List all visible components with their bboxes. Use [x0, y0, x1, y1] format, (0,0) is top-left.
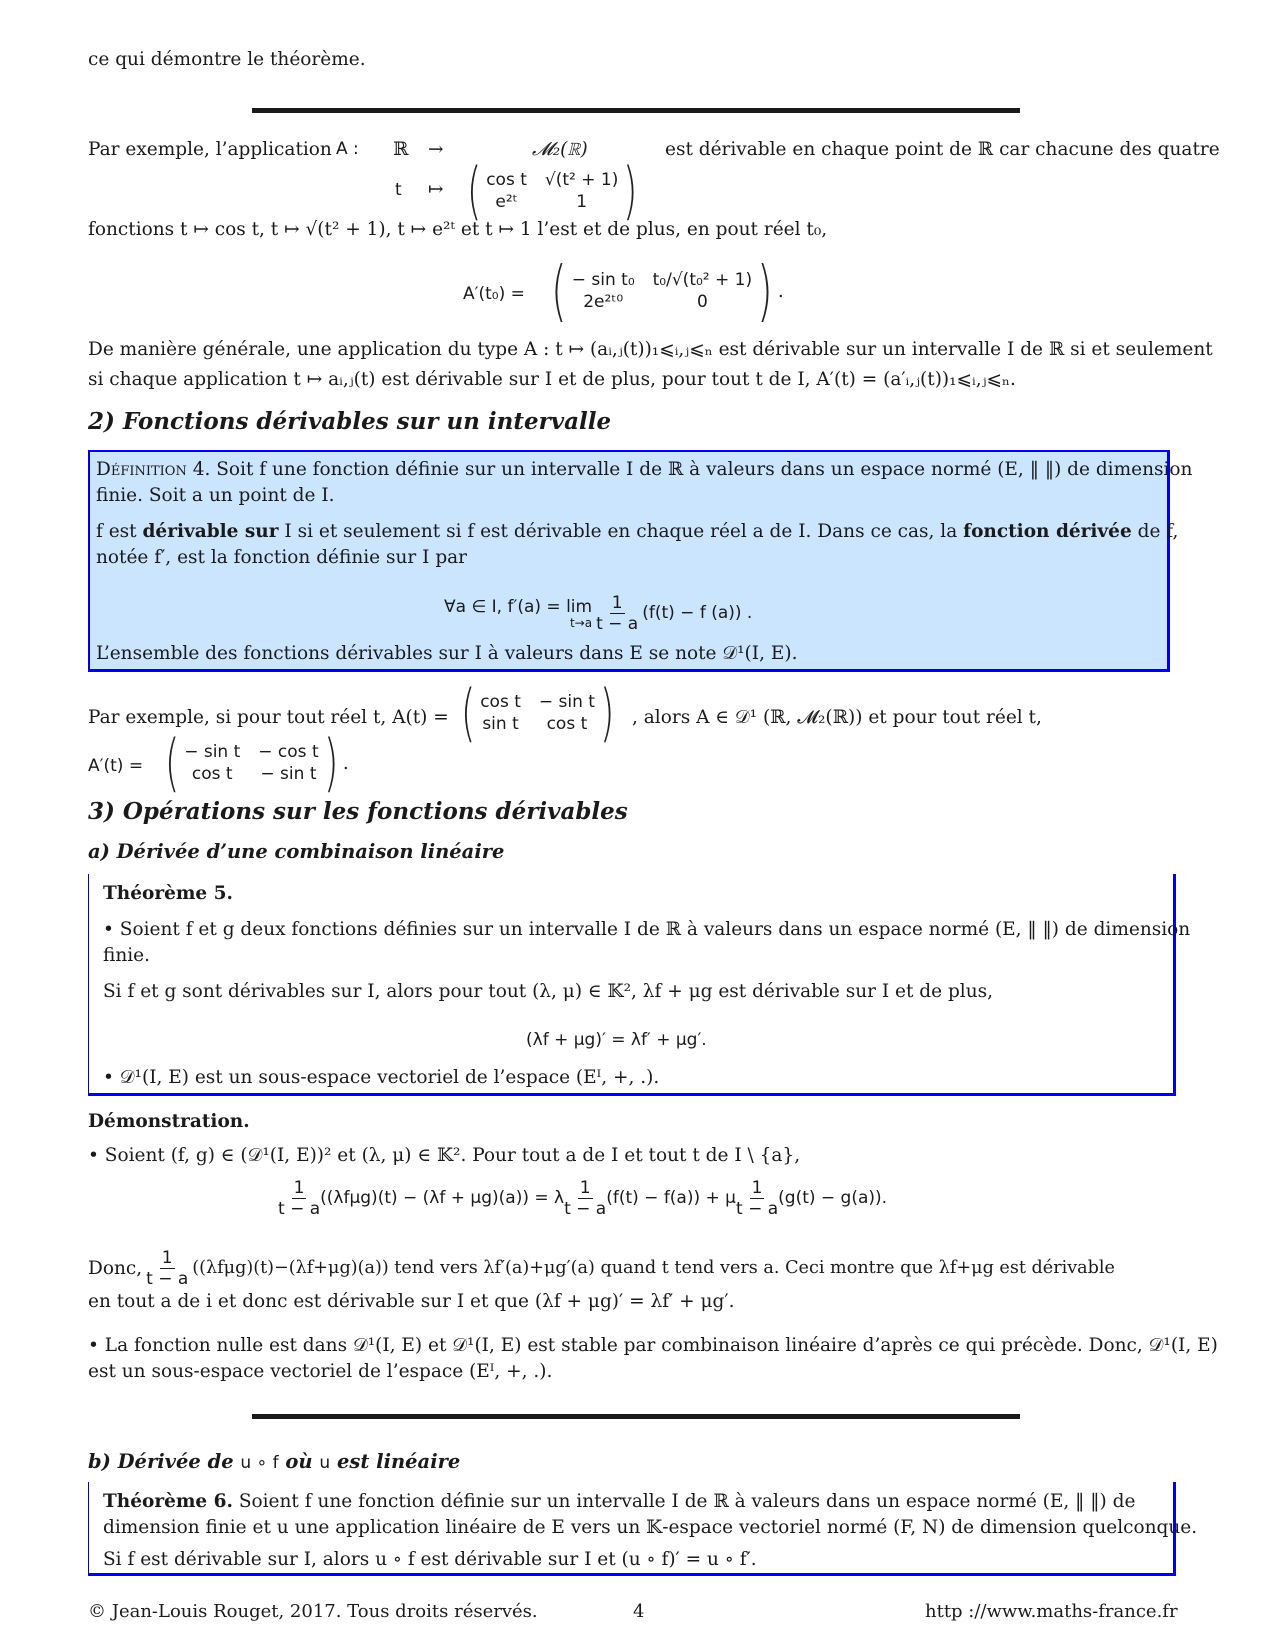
matrix-cell: cos t	[546, 714, 588, 734]
matrix-cell: √(t² + 1)	[544, 170, 619, 190]
formula-left: ∀a ∈ I, f′(a) = lim	[444, 596, 593, 617]
matrix-cell: − sin t	[538, 692, 595, 712]
text: Soient f une fonction définie sur un intervalle I de ℝ à valeurs dans un espace normé (E, ‖ ‖) de	[232, 1491, 1136, 1512]
text: I si et seulement si f est dérivable en chaque réel a de I. Dans ce cas, la	[278, 521, 964, 542]
denominator: t − a	[564, 1199, 607, 1220]
denominator: t − a	[596, 614, 639, 635]
text: est linéaire	[330, 1450, 461, 1473]
example1-var: t	[395, 180, 402, 200]
general-line1: De manière générale, une application du type A : t ↦ (aᵢ,ⱼ(t))₁⩽ᵢ,ⱼ⩽ₙ est dérivable sur un intervalle I de ℝ si et seulement	[88, 339, 1213, 360]
definition-label: Définition 4.	[96, 459, 211, 480]
example1-after: est dérivable en chaque point de ℝ car chacune des quatre	[665, 139, 1220, 160]
theorem-6-line3: Si f est dérivable sur I, alors u ∘ f est dérivable sur I et (u ∘ f)′ = u ∘ f′.	[103, 1549, 757, 1570]
example1-matrix	[462, 154, 643, 227]
example1-domain: ℝ	[393, 139, 409, 160]
numerator: 1	[611, 593, 623, 613]
matrix-cell: t₀/√(t₀² + 1)	[652, 270, 753, 290]
demonstration-donc-line1	[88, 1248, 1115, 1290]
example2-matrix-A	[456, 676, 619, 749]
definition-text: Soit f une fonction définie sur un intervalle I de ℝ à valeurs dans un espace normé (E, ‖ ‖) de dimension	[216, 459, 1193, 480]
fraction	[146, 1248, 188, 1290]
text: f est	[96, 521, 143, 542]
general-line2: si chaque application t ↦ aᵢ,ⱼ(t) est dérivable sur I et de plus, pour tout t de I, A′(t) = (a′ᵢ,ⱼ(t))₁⩽ᵢ,ⱼ⩽ₙ.	[88, 369, 1016, 390]
example1-line2: fonctions t ↦ cos t, t ↦ √(t² + 1), t ↦ e²ᵗ et t ↦ 1 l’est et de plus, en pout réel t₀,	[88, 219, 828, 240]
fraction	[278, 1178, 320, 1220]
numerator: 1	[579, 1178, 591, 1198]
demonstration-formula	[278, 1178, 887, 1220]
numerator: 1	[751, 1178, 763, 1198]
right-paren: )	[623, 154, 638, 227]
limit-subscript: t→a	[569, 616, 593, 631]
text: de f,	[1131, 521, 1179, 542]
numerator: 1	[161, 1248, 173, 1268]
text: Donc,	[88, 1258, 143, 1280]
definition-4-line1	[96, 458, 1192, 481]
definition-4-line2: finie. Soit a un point de I.	[96, 485, 335, 506]
formula-text: (g(t) − g(a)).	[778, 1188, 888, 1209]
section-3-heading: 3) Opérations sur les fonctions dérivables	[88, 798, 628, 825]
example2-line1-end: , alors A ∈ 𝒟¹ (ℝ, 𝓜₂(ℝ)) et pour tout réel t,	[632, 707, 1042, 728]
matrix-cell: − sin t₀	[571, 270, 635, 290]
theorem-5-formula: (λf + μg)′ = λf′ + μg′.	[526, 1030, 707, 1050]
theorem-5-label: Théorème 5.	[103, 883, 233, 904]
theorem-6-line2: dimension finie et u une application linéaire de E vers un 𝕂-espace vectoriel normé (F, N) de dimension quelconque.	[103, 1517, 1198, 1538]
example2-matrix-A-prime	[160, 726, 349, 799]
term-derivable-sur: dérivable sur	[142, 521, 279, 542]
right-paren: )	[757, 252, 773, 329]
definition-4-paragraph2	[96, 520, 1178, 543]
footer-url[interactable]: http ://www.maths-france.fr	[925, 1601, 1178, 1622]
theorem-5-paragraph2: Si f et g sont dérivables sur I, alors pour tout (λ, μ) ∈ 𝕂², λf + μg est dérivable sur I et de plus,	[103, 981, 994, 1002]
fraction	[736, 1178, 778, 1220]
theorem-5-bullet1-line2: finie.	[103, 945, 150, 966]
text: où	[278, 1450, 320, 1473]
denominator: t − a	[278, 1199, 321, 1220]
demonstration-bullet1: • Soient (f, g) ∈ (𝒟¹(I, E))² et (λ, μ) ∈ 𝕂². Pour tout a de I et tout t de I \ {a},	[88, 1145, 801, 1166]
matrix-cell: − sin t	[184, 742, 241, 762]
text: b) Dérivée de	[88, 1450, 241, 1473]
formula-text: ((λfμg)(t) − (λf + μg)(a)) = λ	[320, 1188, 565, 1209]
math: u ∘ f	[240, 1453, 279, 1473]
text: ((λfμg)(t)−(λf+μg)(a)) tend vers λf′(a)+μg′(a) quand t tend vers a. Ceci montre que λf+μg est dérivable	[192, 1257, 1115, 1278]
footer-page-number: 4	[633, 1601, 645, 1622]
fraction	[564, 1178, 606, 1220]
example2-line1-start: Par exemple, si pour tout réel t, A(t) =	[88, 707, 449, 728]
section-divider	[252, 1414, 1020, 1419]
matrix-cell: cos t	[480, 692, 521, 712]
right-paren: )	[599, 676, 615, 749]
theorem-6-line1	[103, 1490, 1135, 1513]
demonstration-bullet2-line1: • La fonction nulle est dans 𝒟¹(I, E) et 𝒟¹(I, E) est stable par combinaison linéaire d’après ce qui précède. Donc, 𝒟¹(I, E)	[88, 1335, 1218, 1356]
numerator: 1	[293, 1178, 305, 1198]
derivative-lhs: A′(t₀) =	[463, 284, 525, 304]
definition-4-paragraph2-line2: notée f′, est la fonction définie sur I par	[96, 547, 468, 568]
term-fonction-derivee: fonction dérivée	[963, 521, 1132, 542]
denominator: t − a	[146, 1269, 189, 1290]
matrix-cell: 2e²ᵗ⁰	[583, 292, 624, 312]
definition-4-last-line: L’ensemble des fonctions dérivables sur I à valeurs dans E se note 𝒟¹(I, E).	[96, 643, 798, 664]
left-paren: (	[460, 676, 476, 749]
matrix-cell: − cos t	[258, 742, 319, 762]
matrix-cell: e²ᵗ	[495, 192, 518, 212]
example1-mapsto: ↦	[428, 179, 444, 200]
right-paren: )	[323, 726, 338, 799]
subsection-b-heading	[88, 1450, 460, 1473]
example2-line2-start: A′(t) =	[88, 756, 144, 776]
left-paren: (	[164, 726, 180, 799]
example1-arrow: →	[428, 139, 444, 160]
formula-text: (f(t) − f(a)) + μ	[606, 1188, 736, 1209]
denominator: t − a	[736, 1199, 779, 1220]
derivative-matrix	[546, 252, 784, 329]
demonstration-donc-line2: en tout a de i et donc est dérivable sur I et que (λf + μg)′ = λf′ + μg′.	[88, 1291, 735, 1312]
theorem-label: Théorème 6.	[103, 1491, 233, 1512]
footer-copyright: © Jean-Louis Rouget, 2017. Tous droits réservés.	[88, 1601, 538, 1622]
definition-4-formula	[444, 593, 752, 635]
matrix-cell: 0	[696, 292, 708, 312]
period: .	[342, 752, 349, 774]
math: u	[319, 1453, 331, 1473]
matrix-cell: sin t	[482, 714, 519, 734]
section-divider	[252, 108, 1020, 113]
example1-map-name: A :	[336, 139, 359, 159]
subsection-a-heading: a) Dérivée d’une combinaison linéaire	[88, 840, 505, 863]
left-paren: (	[466, 154, 482, 227]
example1-codomain: 𝓜₂(ℝ)	[532, 139, 588, 160]
period: .	[777, 280, 784, 302]
closing-sentence: ce qui démontre le théorème.	[88, 49, 366, 70]
left-paren: (	[551, 252, 567, 329]
section-2-heading: 2) Fonctions dérivables sur un intervalle	[88, 408, 612, 435]
matrix-cell: − sin t	[260, 764, 317, 784]
demonstration-label: Démonstration.	[88, 1111, 250, 1132]
formula-right: (f(t) − f (a)) .	[642, 603, 753, 624]
theorem-5-bullet1-line1: • Soient f et g deux fonctions définies sur un intervalle I de ℝ à valeurs dans un espace normé (E, ‖ ‖) de dimension	[103, 919, 1191, 940]
matrix-cell: cos t	[486, 170, 527, 190]
theorem-5-bullet2: • 𝒟¹(I, E) est un sous-espace vectoriel de l’espace (Eᴵ, +, .).	[103, 1067, 660, 1088]
matrix-cell: cos t	[191, 764, 233, 784]
fraction	[596, 593, 638, 635]
example1-intro: Par exemple, l’application	[88, 139, 332, 160]
demonstration-bullet2-line2: est un sous-espace vectoriel de l’espace (Eᴵ, +, .).	[88, 1361, 553, 1382]
matrix-cell: 1	[576, 192, 588, 212]
